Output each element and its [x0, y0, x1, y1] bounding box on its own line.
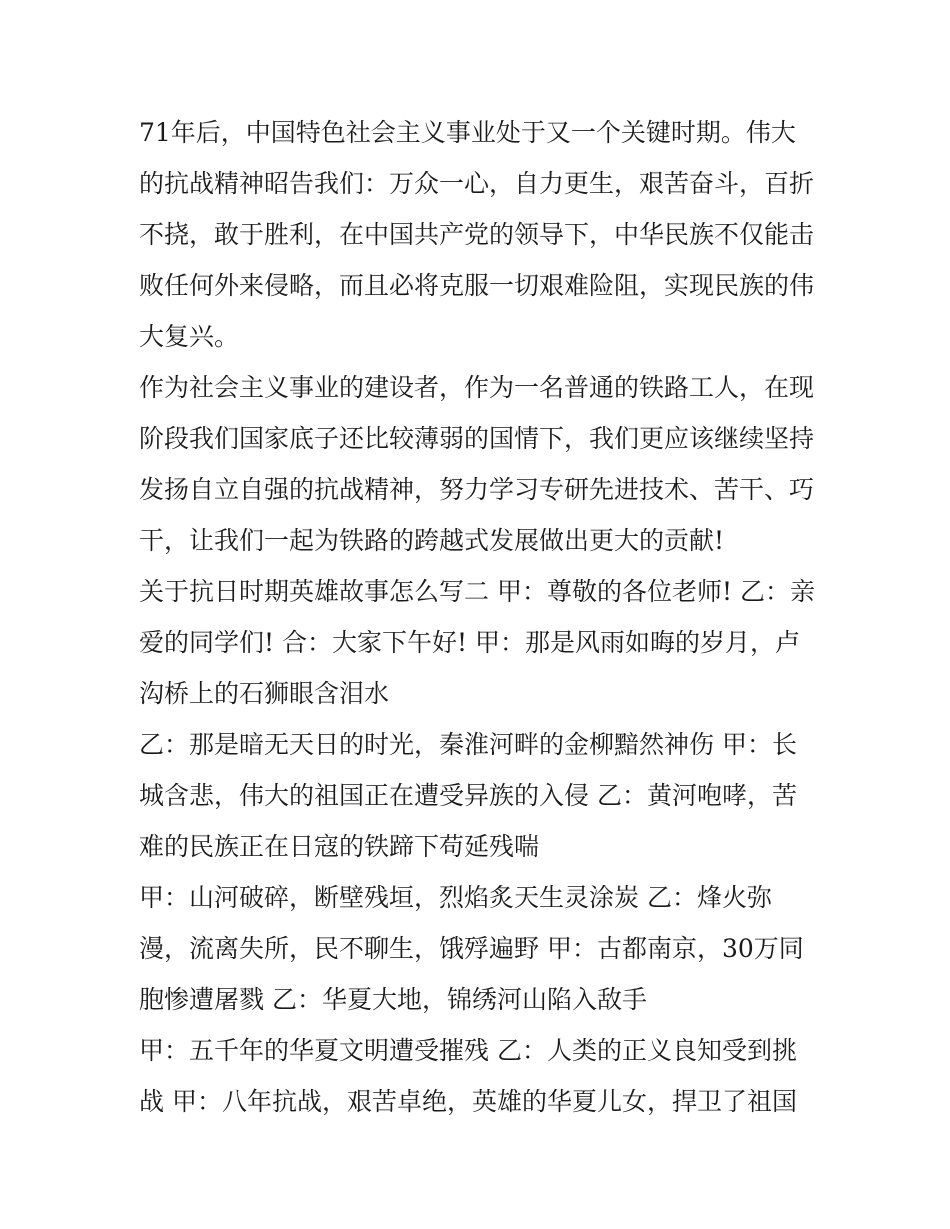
text-line: 乙：那是暗无天日的时光，秦淮河畔的金柳黯然神伤 甲：长: [139, 730, 797, 759]
text-line: 大复兴。: [139, 322, 240, 351]
text-line: 甲：山河破碎，断壁残垣，烈焰炙天生灵涂炭 乙：烽火弥: [139, 883, 772, 912]
text-line: 败任何外来侵略，而且必将克服一切艰难险阻，实现民族的伟: [139, 271, 815, 300]
text-line: 沟桥上的石狮眼含泪水: [139, 679, 390, 708]
text-line: 关于抗日时期英雄故事怎么写二 甲：尊敬的各位老师! 乙：亲: [139, 577, 815, 606]
text-line: 干，让我们一起为铁路的跨越式发展做出更大的贡献!: [139, 526, 725, 555]
text-line: 阶段我们国家底子还比较薄弱的国情下，我们更应该继续坚持: [139, 424, 815, 453]
text-line: 的抗战精神昭告我们：万众一心，自力更生，艰苦奋斗，百折: [139, 169, 815, 198]
text-line: 漫，流离失所，民不聊生，饿殍遍野 甲：古都南京，30万同: [139, 934, 804, 963]
text-line: 战 甲：八年抗战，艰苦卓绝，英雄的华夏儿女，捍卫了祖国: [139, 1087, 797, 1116]
text-line: 难的民族正在日寇的铁蹄下苟延残喘: [139, 832, 540, 861]
text-line: 爱的同学们! 合：大家下午好! 甲：那是风雨如晦的岁月，卢: [139, 628, 800, 657]
text-line: 作为社会主义事业的建设者，作为一名普通的铁路工人，在现: [139, 373, 815, 402]
text-line: 甲：五千年的华夏文明遭受摧残 乙：人类的正义良知受到挑: [139, 1036, 797, 1065]
text-line: 71年后，中国特色社会主义事业处于又一个关键时期。伟大: [139, 118, 796, 147]
text-line: 不挠，敢于胜利，在中国共产党的领导下，中华民族不仅能击: [139, 220, 815, 249]
text-line: 城含悲，伟大的祖国正在遭受异族的入侵 乙：黄河咆哮，苦: [139, 781, 797, 810]
text-line: 胞惨遭屠戮 乙：华夏大地，锦绣河山陷入敌手: [139, 985, 647, 1014]
body-text: [139, 107, 819, 1127]
text-line: 发扬自立自强的抗战精神，努力学习专研先进技术、苦干、巧: [139, 475, 815, 504]
